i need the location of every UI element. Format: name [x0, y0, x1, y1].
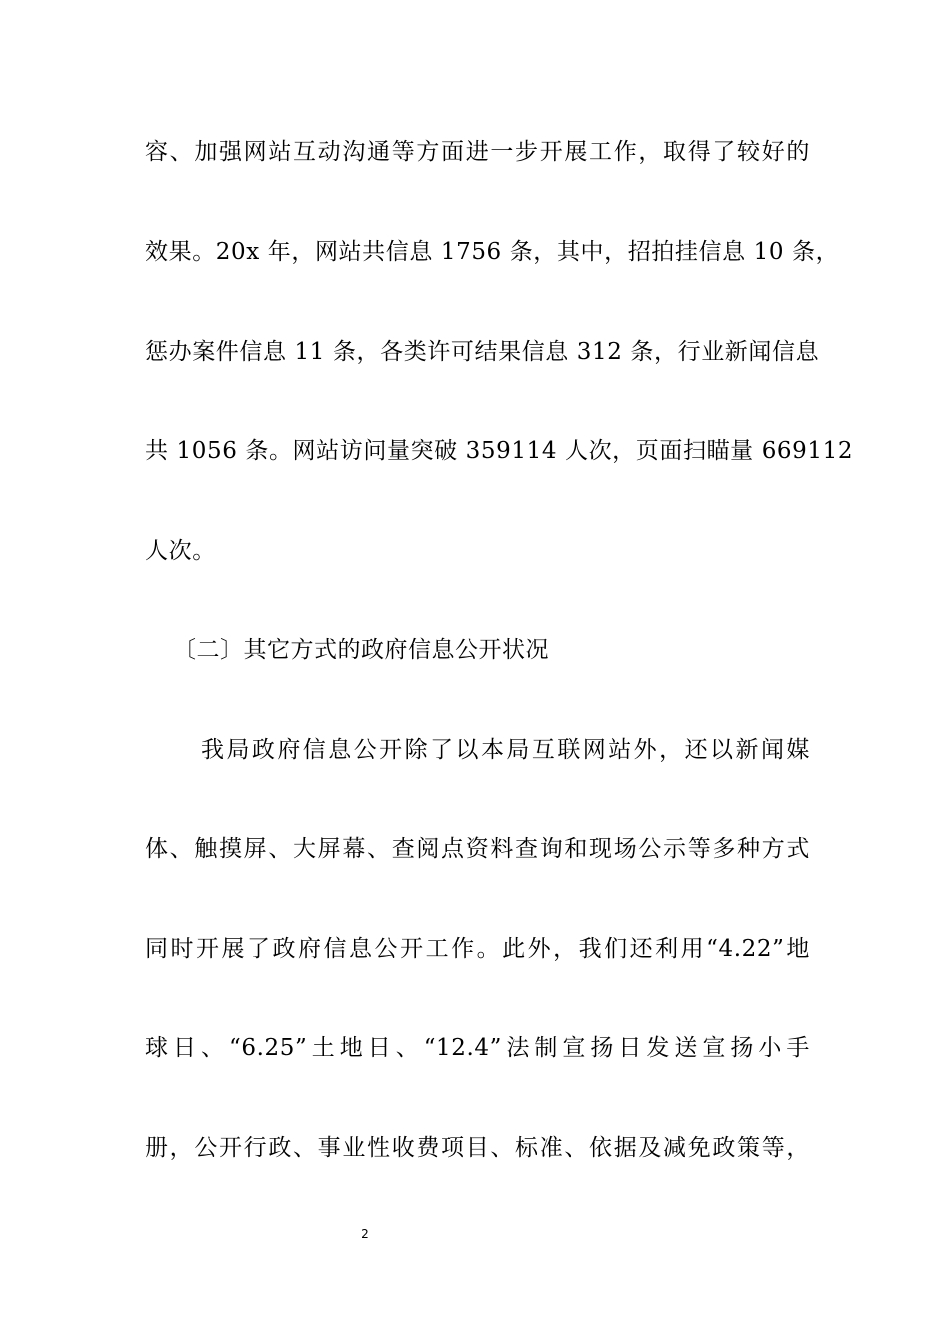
text-line-1: 容、加强网站互动沟通等方面进一步开展工作，取得了较好的 [145, 139, 810, 165]
text-line-2: 效果。20x 年，网站共信息 1756 条，其中，招拍挂信息 10 条， [145, 239, 840, 265]
text-line-5: 人次。 [145, 538, 216, 564]
text-line-4: 共 1056 条。网站访问量突破 359114 人次，页面扫瞄量 669112 [145, 438, 854, 464]
text-line-3: 惩办案件信息 11 条，各类许可结果信息 312 条，行业新闻信息 [145, 339, 820, 365]
text-line-10: 球日、“6.25”土地日、“12.4”法制宣扬日发送宣扬小手 [145, 1035, 810, 1061]
section-heading: 〔二〕其它方式的政府信息公开状况 [173, 637, 549, 663]
text-line-8: 体、触摸屏、大屏幕、查阅点资料查询和现场公示等多种方式 [145, 836, 810, 862]
text-line-11: 册，公开行政、事业性收费项目、标准、依据及减免政策等， [145, 1135, 810, 1161]
paragraph-first-line: 我局政府信息公开除了以本局互联网站外，还以新闻媒 [201, 737, 810, 763]
page-number: 2 [361, 1227, 369, 1241]
text-line-9: 同时开展了政府信息公开工作。此外，我们还利用“4.22”地 [145, 936, 810, 962]
